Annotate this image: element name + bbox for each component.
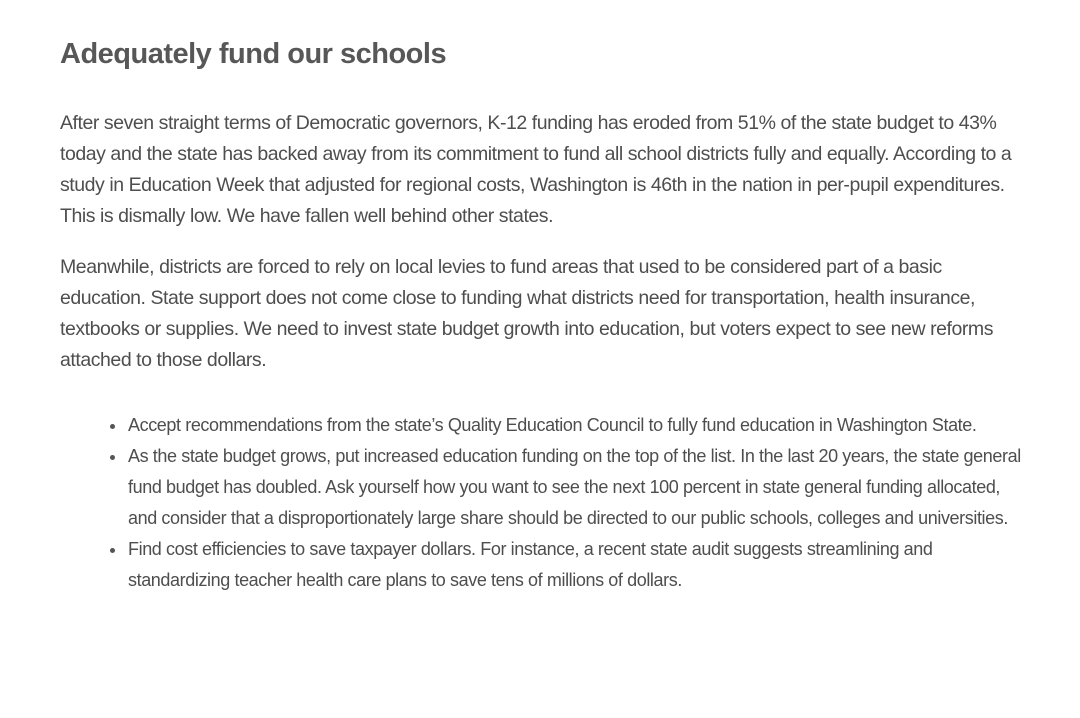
page-title: Adequately fund our schools [60, 38, 447, 70]
article [60, 34, 1030, 596]
paragraph-funding-erosion: After seven straight terms of Democratic governors, K-12 funding has eroded from 51% of the state budget to 43% today and the state has backed away from its commitment to fund all school districts fully and equally. According to a study in Education Week that adjusted for regional costs, Washington is 46th in the nation in per-pupil expenditures. This is dismally low. We have fallen well behind other states. [60, 112, 1012, 227]
list-item: As the state budget grows, put increased education funding on the top of the list. In the last 20 years, the state general fund budget has doubled. Ask yourself how you want to see the next 100 percent in state general funding allocated, and consider that a disproportionately large share should be directed to our public schools, colleges and universities. [128, 441, 1030, 534]
list-item: Find cost efficiencies to save taxpayer dollars. For instance, a recent state audit suggests streamlining and standardizing teacher health care plans to save tens of millions of dollars. [128, 534, 1030, 596]
paragraph-local-levies: Meanwhile, districts are forced to rely on local levies to fund areas that used to be considered part of a basic education. State support does not come close to funding what districts need for transportation, health insurance, textbooks or supplies. We need to invest state budget growth into education, but voters expect to see new reforms attached to those dollars. [60, 256, 994, 371]
list-item: Accept recommendations from the state’s Quality Education Council to fully fund education in Washington State. [128, 410, 1030, 441]
recommendations-list [60, 410, 1030, 596]
